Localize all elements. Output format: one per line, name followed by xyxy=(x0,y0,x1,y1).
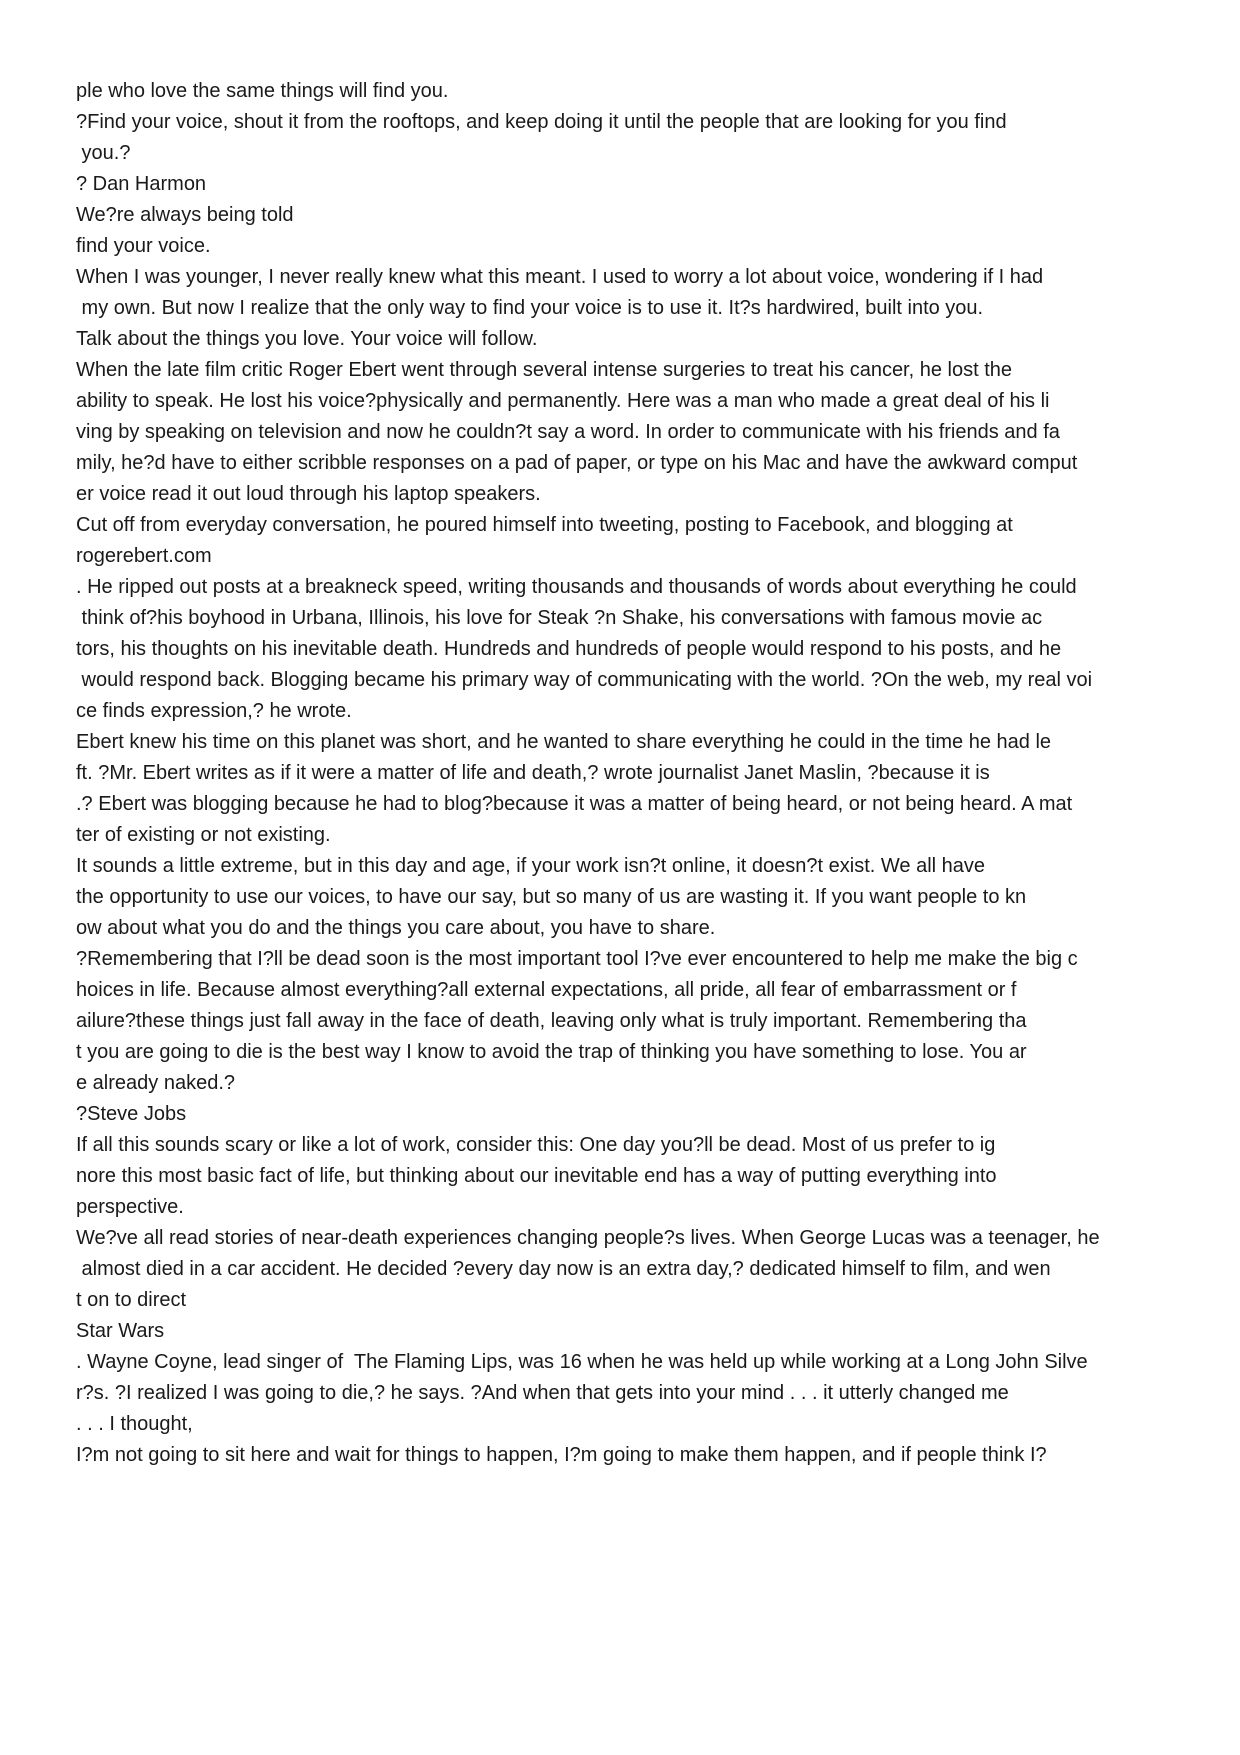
text-line: .? Ebert was blogging because he had to blog?because it was a matter of being heard, or not being heard. A mat xyxy=(76,793,1073,815)
text-line: ce finds expression,? he wrote. xyxy=(76,700,352,722)
text-line: . . . I thought, xyxy=(76,1413,193,1435)
text-line: When the late film critic Roger Ebert went through several intense surgeries to treat his cancer, he lost the xyxy=(76,359,1013,381)
text-line: ability to speak. He lost his voice?physically and permanently. Here was a man who made a great deal of his li xyxy=(76,390,1050,412)
text-line: ?Remembering that I?ll be dead soon is the most important tool I?ve ever encountered to help me make the big c xyxy=(76,948,1078,970)
text-line: Talk about the things you love. Your voice will follow. xyxy=(76,328,538,350)
text-line: mily, he?d have to either scribble responses on a pad of paper, or type on his Mac and have the awkward comput xyxy=(76,452,1078,474)
text-line: t on to direct xyxy=(76,1289,187,1311)
text-line: perspective. xyxy=(76,1196,184,1218)
text-line: We?re always being told xyxy=(76,204,294,226)
text-line: . Wayne Coyne, lead singer of The Flaming Lips, was 16 when he was held up while working at a Long John Silve xyxy=(76,1351,1088,1373)
text-line: t you are going to die is the best way I know to avoid the trap of thinking you have something to lose. You ar xyxy=(76,1041,1027,1063)
text-line: ailure?these things just fall away in the face of death, leaving only what is truly important. Remembering tha xyxy=(76,1010,1027,1032)
text-line: would respond back. Blogging became his primary way of communicating with the world. ?On the web, my real voi xyxy=(76,669,1093,691)
text-line: ple who love the same things will find you. xyxy=(76,80,449,102)
text-line: Cut off from everyday conversation, he poured himself into tweeting, posting to Facebook, and blogging at xyxy=(76,514,1013,536)
text-line: I?m not going to sit here and wait for things to happen, I?m going to make them happen, and if people think I? xyxy=(76,1444,1047,1466)
text-line: ft. ?Mr. Ebert writes as if it were a matter of life and death,? wrote journalist Janet Maslin, ?because it is xyxy=(76,762,990,784)
text-line: er voice read it out loud through his laptop speakers. xyxy=(76,483,541,505)
text-line: r?s. ?I realized I was going to die,? he says. ?And when that gets into your mind . . . it utterly changed me xyxy=(76,1382,1009,1404)
text-line: tors, his thoughts on his inevitable death. Hundreds and hundreds of people would respond to his posts, and he xyxy=(76,638,1062,660)
text-line: the opportunity to use our voices, to have our say, but so many of us are wasting it. If you want people to kn xyxy=(76,886,1027,908)
text-line: . He ripped out posts at a breakneck speed, writing thousands and thousands of words about everything he could xyxy=(76,576,1077,598)
text-line: almost died in a car accident. He decided ?every day now is an extra day,? dedicated himself to film, and wen xyxy=(76,1258,1051,1280)
text-line: When I was younger, I never really knew what this meant. I used to worry a lot about voice, wondering if I had xyxy=(76,266,1044,288)
text-line: Star Wars xyxy=(76,1320,165,1342)
body-text xyxy=(76,76,1176,1471)
text-line: Ebert knew his time on this planet was short, and he wanted to share everything he could in the time he had le xyxy=(76,731,1052,753)
text-line: hoices in life. Because almost everything?all external expectations, all pride, all fear of embarrassment or f xyxy=(76,979,1017,1001)
text-line: my own. But now I realize that the only way to find your voice is to use it. It?s hardwired, built into you. xyxy=(76,297,984,319)
text-line: ving by speaking on television and now he couldn?t say a word. In order to communicate with his friends and fa xyxy=(76,421,1060,443)
text-line: e already naked.? xyxy=(76,1072,236,1094)
text-line: If all this sounds scary or like a lot of work, consider this: One day you?ll be dead. Most of us prefer to ig xyxy=(76,1134,996,1156)
text-line: ? Dan Harmon xyxy=(76,173,207,195)
text-line: you.? xyxy=(76,142,131,164)
text-line: rogerebert.com xyxy=(76,545,212,567)
text-line: ter of existing or not existing. xyxy=(76,824,331,846)
text-line: think of?his boyhood in Urbana, Illinois, his love for Steak ?n Shake, his conversations with famous movie ac xyxy=(76,607,1043,629)
text-line: We?ve all read stories of near-death experiences changing people?s lives. When George Lucas was a teenager, he xyxy=(76,1227,1100,1249)
text-line: ?Steve Jobs xyxy=(76,1103,187,1125)
text-line: ?Find your voice, shout it from the rooftops, and keep doing it until the people that are looking for you find xyxy=(76,111,1007,133)
text-line: nore this most basic fact of life, but thinking about our inevitable end has a way of putting everything into xyxy=(76,1165,997,1187)
text-line: find your voice. xyxy=(76,235,211,257)
text-line: It sounds a little extreme, but in this day and age, if your work isn?t online, it doesn?t exist. We all have xyxy=(76,855,986,877)
text-line: ow about what you do and the things you care about, you have to share. xyxy=(76,917,716,939)
